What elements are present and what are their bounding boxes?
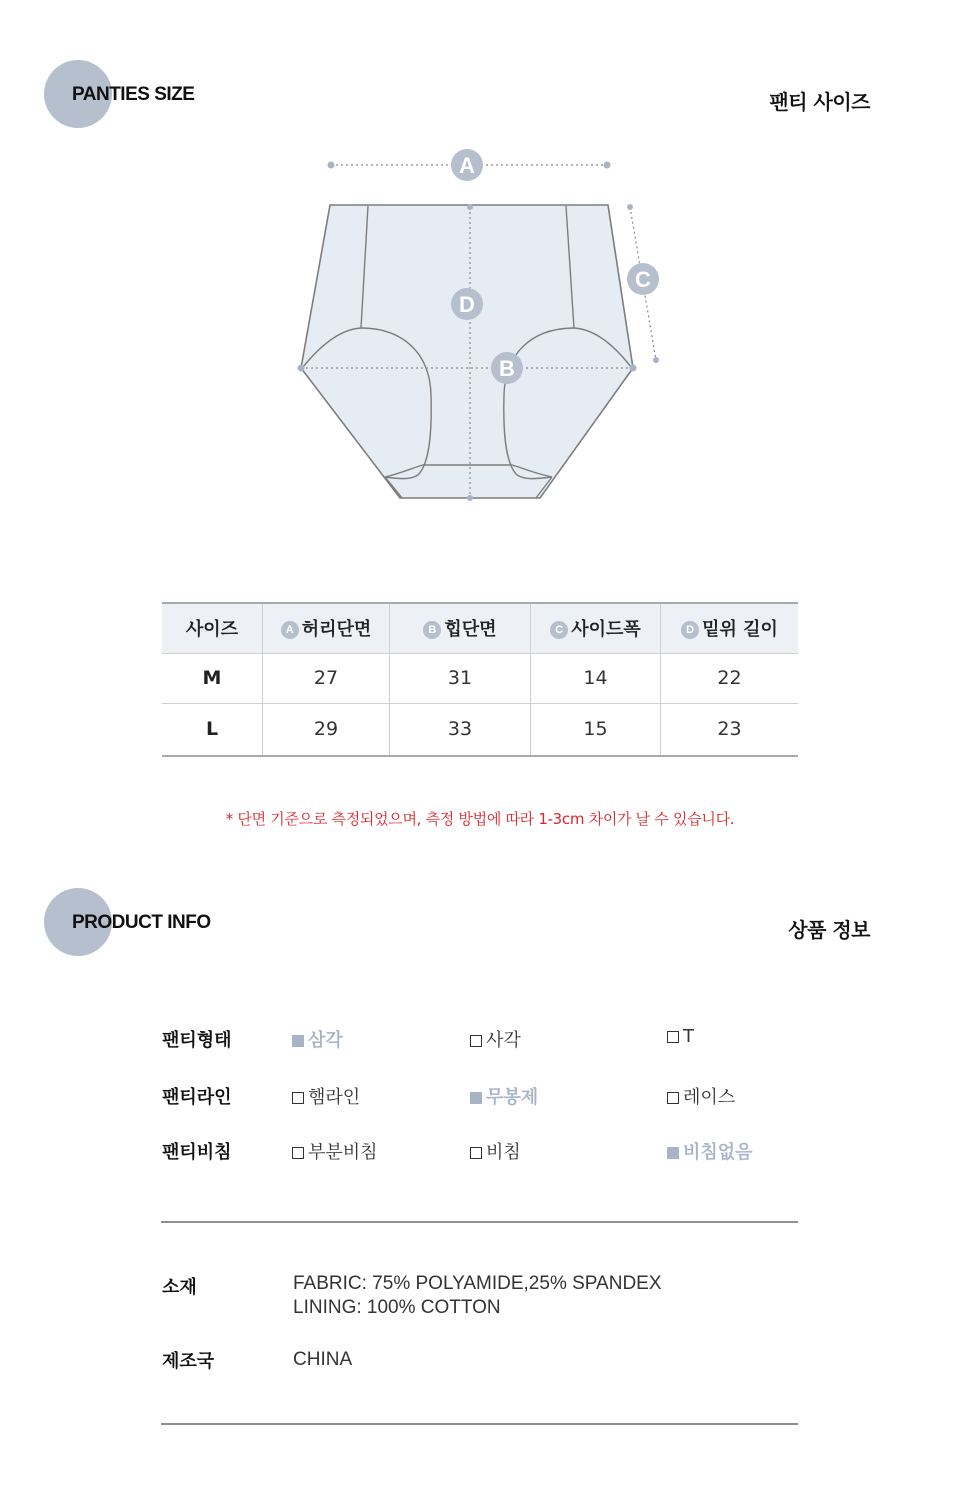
badge-d: D — [681, 621, 699, 639]
header-rise: D 밑위 길이 — [661, 603, 799, 653]
option: 부분비침 — [292, 1138, 378, 1164]
size-table-header-row — [162, 603, 798, 653]
table-row — [162, 653, 798, 703]
value-cell: 29 — [263, 703, 390, 756]
measure-dot — [467, 495, 473, 501]
marker-b — [491, 352, 523, 384]
marker-d — [451, 288, 483, 320]
origin-value: CHINA — [293, 1349, 353, 1370]
measure-dot — [627, 204, 633, 210]
value-cell: 33 — [390, 703, 531, 756]
attr-row-line — [162, 1083, 802, 1113]
header-size: 사이즈 — [162, 603, 263, 653]
panties-outline — [301, 205, 633, 498]
size-section-header — [0, 60, 960, 140]
svg-text:A: A — [459, 153, 475, 178]
checkbox-empty-icon — [292, 1092, 304, 1104]
option: 레이스 — [667, 1083, 735, 1109]
measure-dot — [298, 365, 305, 372]
value-cell: 15 — [531, 703, 661, 756]
checkbox-empty-icon — [292, 1147, 304, 1159]
marker-a — [451, 149, 483, 181]
divider — [161, 1423, 798, 1425]
panties-size-diagram — [290, 145, 670, 510]
product-section-title-ko: 상품 정보 — [788, 918, 870, 942]
badge-c: C — [550, 621, 568, 639]
measure-dot — [604, 162, 611, 169]
checkbox-empty-icon — [470, 1147, 482, 1159]
product-section-header — [0, 888, 960, 968]
value-cell: 27 — [263, 653, 390, 703]
measure-dot — [328, 162, 335, 169]
option: 비침 — [470, 1138, 521, 1164]
measure-dot — [467, 204, 473, 210]
value-cell: 31 — [390, 653, 531, 703]
option: T — [667, 1026, 694, 1047]
product-section-title: PRODUCT INFO — [72, 912, 211, 933]
checkbox-filled-icon — [292, 1035, 304, 1047]
checkbox-filled-icon — [667, 1147, 679, 1159]
size-cell: M — [162, 653, 263, 703]
option: 사각 — [470, 1026, 521, 1052]
checkbox-filled-icon — [470, 1092, 482, 1104]
checkbox-empty-icon — [667, 1092, 679, 1104]
material-value — [293, 1272, 662, 1320]
material-line: FABRIC: 75% POLYAMIDE,25% SPANDEX — [293, 1273, 662, 1294]
table-row — [162, 703, 798, 756]
option-checked: 무봉제 — [470, 1083, 538, 1109]
measure-dot — [653, 357, 659, 363]
attr-label: 팬티라인 — [162, 1087, 232, 1108]
option-checked: 삼각 — [292, 1026, 343, 1052]
header-waist: A 허리단면 — [263, 603, 390, 653]
value-cell: 23 — [717, 718, 742, 741]
header-hip: B 힙단면 — [390, 603, 531, 653]
checkbox-empty-icon — [470, 1035, 482, 1047]
value-cell: 22 — [717, 667, 742, 689]
header-side: C 사이드폭 — [531, 603, 661, 653]
attr-label: 팬티형태 — [162, 1030, 232, 1051]
svg-text:B: B — [499, 356, 515, 381]
size-section-title: PANTIES SIZE — [72, 84, 195, 105]
checkbox-empty-icon — [667, 1031, 679, 1043]
material-label: 소재 — [162, 1277, 197, 1298]
svg-text:C: C — [635, 267, 651, 292]
svg-text:D: D — [459, 292, 475, 317]
attr-row-type — [162, 1026, 802, 1056]
option-checked: 비침없음 — [667, 1138, 753, 1164]
badge-b: B — [423, 621, 441, 639]
measurement-note: * 단면 기준으로 측정되었으며, 측정 방법에 따라 1-3cm 차이가 날 수 있습니다. — [225, 810, 735, 828]
value-cell: 14 — [531, 653, 661, 703]
size-table — [162, 602, 798, 757]
badge-a: A — [281, 621, 299, 639]
material-line: LINING: 100% COTTON — [293, 1297, 501, 1318]
size-cell: L — [162, 703, 263, 756]
size-section-title-ko: 팬티 사이즈 — [769, 90, 870, 114]
measure-dot — [630, 365, 637, 372]
attr-row-sheer — [162, 1138, 802, 1168]
marker-c — [627, 263, 659, 295]
origin-label: 제조국 — [162, 1351, 215, 1372]
attr-label: 팬티비침 — [162, 1142, 232, 1163]
divider — [161, 1221, 798, 1223]
option: 햄라인 — [292, 1083, 360, 1109]
